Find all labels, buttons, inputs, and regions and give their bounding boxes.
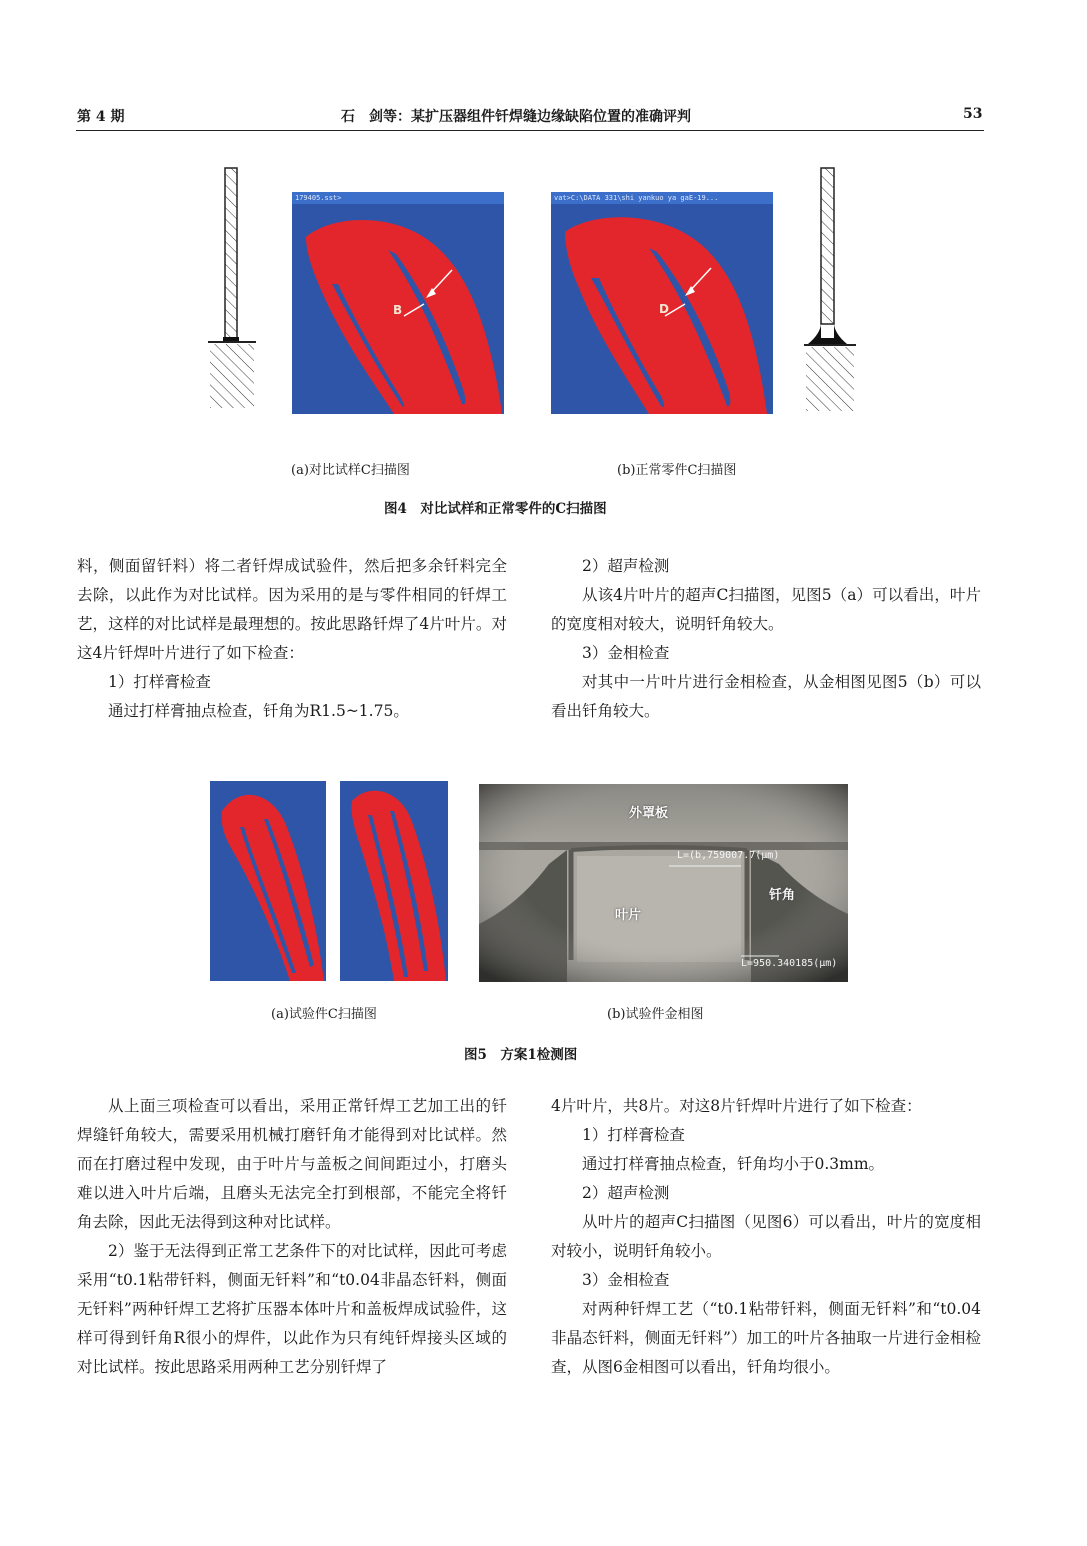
- section-heading: 1）打样膏检查: [582, 1126, 685, 1144]
- paragraph: 4片叶片，共8片。对这8片钎焊叶片进行了如下检查：: [551, 1097, 922, 1115]
- right-column-1: [551, 552, 981, 726]
- figure5-caption-a: (a)试验件C扫描图: [271, 1007, 377, 1022]
- scan-window-titlebar: vat>C:\DATA 331\shi yankuo ya gaE-19...: [551, 192, 773, 204]
- scan-shape: [340, 781, 448, 981]
- label-outer-cover: 外罩板: [629, 806, 669, 821]
- c-scan-test-piece-1: [210, 781, 326, 981]
- left-column-1: [77, 552, 507, 726]
- metallograph-photo: [479, 784, 848, 982]
- figure4-caption-a: (a)对比试样C扫描图: [291, 463, 410, 478]
- figure4-title: 图4 对比试样和正常零件的C扫描图: [384, 501, 607, 517]
- scan-shape: [210, 781, 326, 981]
- scan-marker-b: B: [393, 303, 403, 317]
- figure4-caption-b: (b)正常零件C扫描图: [617, 463, 737, 478]
- measurement-bottom: L=950.340185(μm): [741, 958, 838, 969]
- figure5-title: 图5 方案1检测图: [464, 1047, 578, 1063]
- section-heading: 3）金相检查: [582, 644, 670, 662]
- header-rule: [76, 130, 984, 131]
- scan-marker-d: D: [659, 302, 669, 316]
- paragraph: 对其中一片叶片进行金相检查，从金相图见图5（b）可以看出钎角较大。: [551, 673, 981, 720]
- right-column-2: [551, 1092, 981, 1382]
- section-heading: 3）金相检查: [582, 1271, 670, 1289]
- paragraph: 料，侧面留钎料）将二者钎焊成试验件，然后把多余钎料完全去除，以此作为对比试样。因为采用的是与零件相同的钎焊工艺，这样的对比试样是最理想的。按此思路钎焊了4片叶片。对这4片钎焊叶片进行了如下检查：: [77, 557, 507, 662]
- paragraph: 从该4片叶片的超声C扫描图，见图5（a）可以看出，叶片的宽度相对较大，说明钎角较大。: [551, 586, 981, 633]
- fillet-schematic-small: [206, 166, 258, 410]
- page-number: 53: [963, 106, 983, 122]
- section-heading: 2）超声检测: [582, 557, 670, 575]
- c-scan-test-piece-2: [340, 781, 448, 981]
- section-heading: 1）打样膏检查: [108, 673, 211, 691]
- paragraph: 从上面三项检查可以看出，采用正常钎焊工艺加工出的钎焊缝钎角较大，需要采用机械打磨钎角才能得到对比试样。然而在打磨过程中发现，由于叶片与盖板之间间距过小，打磨头难以进入叶片后端，且磨头无法完全打到根部，不能完全将钎角去除，因此无法得到这种对比试样。: [77, 1097, 507, 1231]
- section-heading: 2）超声检测: [582, 1184, 670, 1202]
- scan-window-titlebar: 179405.sst>: [292, 192, 504, 204]
- paragraph: 从叶片的超声C扫描图（见图6）可以看出，叶片的宽度相对较小，说明钎角较小。: [551, 1213, 981, 1260]
- paragraph: 通过打样膏抽点检查，钎角为R1.5~1.75。: [108, 702, 409, 720]
- measurement-top: L=(b,759007.7(μm): [677, 850, 780, 861]
- paragraph: 通过打样膏抽点检查，钎角均小于0.3mm。: [582, 1155, 885, 1173]
- label-blade: 叶片: [615, 908, 642, 923]
- left-column-2: [77, 1092, 507, 1382]
- label-fillet: 钎角: [769, 888, 796, 903]
- fillet-schematic-large: [800, 166, 862, 414]
- running-title: 石 剑等：某扩压器组件钎焊缝边缘缺陷位置的准确评判: [341, 109, 691, 125]
- paragraph: 2）鉴于无法得到正常工艺条件下的对比试样，因此可考虑采用“t0.1粘带钎料，侧面无钎料”和“t0.04非晶态钎料，侧面无钎料”两种钎焊工艺将扩压器本体叶片和盖板焊成试验件，这样可得到钎角R很小的焊件，以此作为只有纯钎焊接头区域的对比试样。按此思路采用两种工艺分别钎焊了: [77, 1242, 507, 1376]
- issue-number: 第 4 期: [77, 109, 125, 125]
- c-scan-reference-sample: [292, 192, 504, 414]
- figure5-caption-b: (b)试验件金相图: [607, 1007, 704, 1022]
- c-scan-normal-part: [551, 192, 773, 414]
- paragraph: 对两种钎焊工艺（“t0.1粘带钎料，侧面无钎料”和“t0.04非晶态钎料，侧面无钎料”）加工的叶片各抽取一片进行金相检查，从图6金相图可以看出，钎角均很小。: [551, 1300, 981, 1376]
